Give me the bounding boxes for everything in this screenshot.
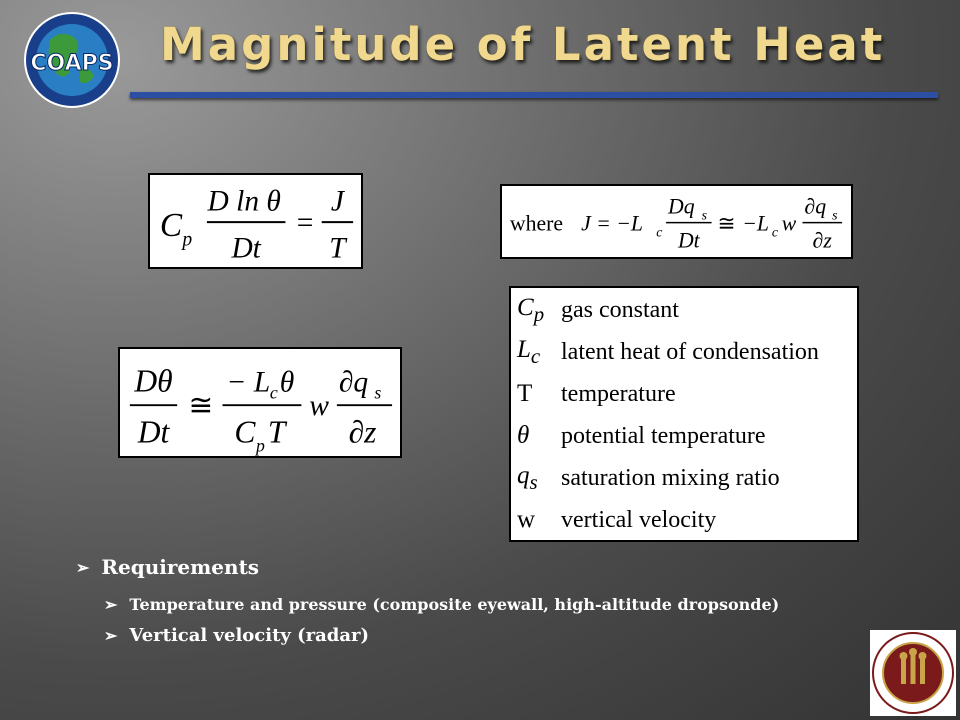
eq2-num2-sub: s <box>832 207 838 223</box>
eq2-mid-sub: c <box>771 224 779 240</box>
coaps-logo <box>10 10 126 110</box>
eq2-num2: ∂q <box>804 194 827 219</box>
eq1-num: D ln θ <box>207 185 281 218</box>
legend-desc: latent heat of condensation <box>561 338 819 365</box>
arrow-bullet-icon: ➢ <box>104 626 118 645</box>
fsu-year: 1851 <box>902 692 924 701</box>
legend-desc: temperature <box>561 380 676 407</box>
eq3-rel: ≅ <box>188 390 214 423</box>
legend-symbol: L <box>517 335 531 363</box>
bullet-sub-1 <box>104 595 779 614</box>
title-underline <box>130 92 938 98</box>
legend-symbol: T <box>517 380 533 407</box>
bullet-sub-2-text: Vertical velocity (radar) <box>129 625 370 646</box>
eq3-num2-var: θ <box>279 366 295 399</box>
eq3-den2-var: T <box>267 414 286 450</box>
legend-desc: vertical velocity <box>561 506 717 533</box>
equation-box-1 <box>148 173 363 269</box>
legend-desc: saturation mixing ratio <box>561 464 780 491</box>
eq3-num3-sub: s <box>374 382 382 403</box>
bullet-sub-1-text: Temperature and pressure (composite eyewall, high-altitude dropsonde) <box>129 595 780 614</box>
eq2-num1-sub: s <box>701 207 708 223</box>
bullet-sub-2 <box>104 625 369 646</box>
eq1-den: Dt <box>231 232 261 265</box>
eq3-mid-var: w <box>309 390 329 423</box>
eq3-den3: ∂z <box>348 414 377 450</box>
eq2-mid-var: w <box>781 211 797 236</box>
eq2-lhs: J = −L <box>581 211 644 236</box>
eq2-mid: −L <box>742 211 769 236</box>
legend-row <box>511 374 676 414</box>
legend-symbol: w <box>517 506 536 533</box>
eq3-num1: Dθ <box>134 363 173 399</box>
fsu-seal-logo <box>870 630 956 716</box>
arrow-bullet-icon: ➢ <box>104 595 118 614</box>
coaps-acronym: COAPS <box>30 51 114 76</box>
eq2-rel: ≅ <box>717 211 736 236</box>
eq2-lhs-sub: c <box>656 224 663 240</box>
legend-row <box>511 290 679 330</box>
legend-symbol-sub: c <box>530 343 541 368</box>
eq3-den1: Dt <box>137 414 170 450</box>
eq1-rhs-num: J <box>330 185 344 218</box>
legend-row <box>511 416 766 456</box>
bullet-main-text: Requirements <box>101 555 260 579</box>
eq3-den2: C <box>234 414 256 450</box>
legend-desc: gas constant <box>561 296 679 323</box>
legend-row <box>511 332 819 372</box>
legend-desc: potential temperature <box>561 422 766 449</box>
eq3-num3: ∂q <box>338 366 369 399</box>
eq2-prefix: where <box>509 211 564 236</box>
bullet-main <box>76 555 259 579</box>
arrow-bullet-icon: ➢ <box>76 557 90 577</box>
eq2-den1: Dt <box>677 228 700 253</box>
eq1-lhs-sub: p <box>182 229 193 251</box>
eq3-num2-sub: c <box>269 382 278 403</box>
symbol-legend-box <box>509 286 859 542</box>
eq3-num2: − L <box>226 366 271 399</box>
legend-symbol-sub: p <box>533 301 545 326</box>
legend-symbol: q <box>517 461 530 489</box>
eq1-rel: = <box>296 206 314 239</box>
slide-title: Magnitude of Latent Heat <box>160 18 886 71</box>
eq2-den2: ∂z <box>812 228 832 253</box>
equation-box-2 <box>500 184 853 259</box>
legend-row <box>511 458 780 498</box>
eq2-num1: Dq <box>668 194 695 219</box>
eq1-rhs-den: T <box>329 232 346 265</box>
legend-symbol-sub: s <box>529 469 538 494</box>
legend-row <box>511 500 716 540</box>
legend-symbol: θ <box>517 422 530 449</box>
legend-symbol: C <box>517 293 534 321</box>
eq1-lhs-coef: C <box>159 206 183 244</box>
eq3-den2-sub: p <box>256 435 265 456</box>
equation-box-3 <box>118 347 402 458</box>
